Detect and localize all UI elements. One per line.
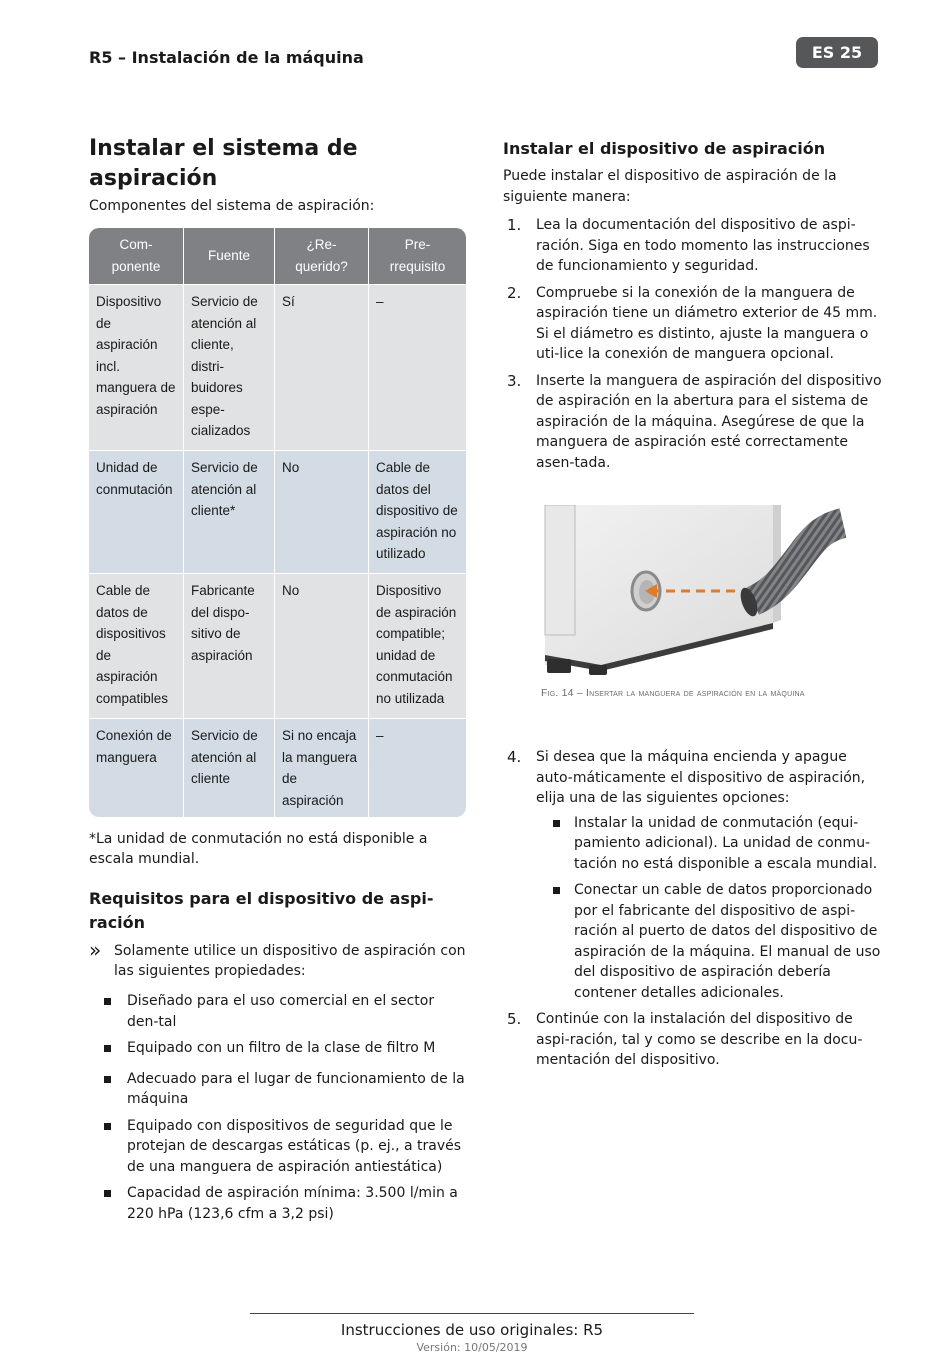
table-cell: No [275, 450, 369, 573]
list-item: Equipado con dispositivos de seguridad que le protejan de descargas estáticas (p. ej., a través de una manguera de aspiración antiestática) [89, 1116, 466, 1178]
table-cell: Dispositivo de aspiración incl. manguera de aspiración [89, 284, 184, 450]
table-cell: No [275, 573, 369, 718]
list-item: Diseñado para el uso comercial en el sector den-tal [89, 991, 466, 1032]
step-item: 4. Si desea que la máquina encienda y apague auto-máticamente el dispositivo de aspiración, elija una de las siguientes opciones: Instalar la unidad de conmutación (equi-pamiento adicional). La unidad de conmu-tación no está disponible a escala mundial. Conectar un cable de datos proporcionado por el fabricante del dispositivo de aspi-ración al puerto de datos del dispositivo de aspiración de la máquina. El manual de uso del dispositivo de aspiración debería contener detalles adicionales. [503, 747, 888, 1003]
table-row [89, 718, 466, 817]
column-header-prerequisite: Pre- rrequisito [369, 228, 466, 284]
square-bullet-icon [104, 1045, 111, 1052]
list-item: Conectar un cable de datos proporcionado por el fabricante del dispositivo de aspi-ración al puerto de datos del dispositivo de aspiración de la máquina. El manual de uso del dispositivo de aspiración debería contener detalles adicionales. [536, 880, 888, 1003]
list-item: Equipado con un filtro de la clase de filtro M [89, 1038, 466, 1059]
column-header-source: Fuente [184, 228, 275, 284]
table-cell: Cable de datos de dispositivos de aspiración compatibles [89, 573, 184, 718]
hose-insertion-illustration [541, 505, 846, 677]
column-header-component: Com- ponente [89, 228, 184, 284]
install-intro: Puede instalar el dispositivo de aspiración de la siguiente manera: [503, 168, 837, 205]
double-chevron-icon: » [89, 938, 102, 962]
square-bullet-icon [104, 1190, 111, 1197]
square-bullet-icon [553, 820, 560, 827]
right-column [503, 138, 888, 479]
footer-title: Instrucciones de uso originales: R5 [340, 1321, 604, 1339]
column-header-required: ¿Re- querido? [275, 228, 369, 284]
table-cell: Servicio de atención al cliente* [184, 450, 275, 573]
options-list [536, 813, 888, 1004]
install-steps-continued [503, 747, 888, 1071]
list-item: Capacidad de aspiración mínima: 3.500 l/min a 220 hPa (123,6 cfm a 3,2 psi) [89, 1183, 466, 1224]
table-cell: Servicio de atención al cliente, distri-buidores espe-cializados [184, 284, 275, 450]
table-cell: Cable de datos del dispositivo de aspiración no utilizado [369, 450, 466, 573]
figure-caption: Fig. 14 – Insertar la manguera de aspiración en la máquina [541, 687, 805, 699]
table-cell: Fabricante del dispo-sitivo de aspiración [184, 573, 275, 718]
table-cell: Sí [275, 284, 369, 450]
square-bullet-icon [104, 998, 111, 1005]
table-cell: Si no encaja la manguera de aspiración [275, 718, 369, 817]
components-table [89, 228, 466, 817]
step-item: 2. Compruebe si la conexión de la manguera de aspiración tiene un diámetro exterior de 45 mm. Si el diámetro es distinto, ajuste la manguera o uti-lice la conexión de manguera opcional. [507, 283, 878, 362]
section-title: Instalar el sistema de aspiración [89, 136, 358, 191]
footer-divider [250, 1313, 694, 1314]
table-header-row [89, 228, 466, 284]
header-title: R5 – Instalación de la máquina [89, 48, 364, 67]
table-cell: Conexión de manguera [89, 718, 184, 817]
step-item: 1. Lea la documentación del dispositivo de aspi-ración. Siga en todo momento las instrucciones de funcionamiento y seguridad. [507, 216, 870, 274]
step-item: 5. Continúe con la instalación del dispositivo de aspi-ración, tal y como se describe en la docu-mentación del dispositivo. [507, 1010, 863, 1068]
install-title: Instalar el dispositivo de aspiración [503, 139, 826, 158]
table-row [89, 284, 466, 450]
table-cell: – [369, 718, 466, 817]
footer-version: Versión: 10/05/2019 [416, 1341, 528, 1354]
list-item: Instalar la unidad de conmutación (equi-pamiento adicional). La unidad de conmu-tación no está disponible a escala mundial. [536, 813, 888, 875]
section-intro: Componentes del sistema de aspiración: [89, 198, 375, 214]
table-row [89, 573, 466, 718]
table-cell: Servicio de atención al cliente [184, 718, 275, 817]
table-footnote: *La unidad de conmutación no está disponible a escala mundial. [89, 831, 428, 867]
right-column-continued [503, 747, 888, 1077]
page-number-badge: ES 25 [796, 37, 878, 68]
square-bullet-icon [553, 887, 560, 894]
table-cell: Dispositivo de aspiración compatible; unidad de conmutación no utilizada [369, 573, 466, 718]
list-item: Adecuado para el lugar de funcionamiento de la máquina [89, 1069, 466, 1110]
left-column [89, 134, 466, 1230]
table-cell: – [369, 284, 466, 450]
install-steps [503, 215, 888, 473]
requirements-intro-text: Solamente utilice un dispositivo de aspiración con las siguientes propiedades: [114, 943, 466, 979]
table-cell: Unidad de conmutación [89, 450, 184, 573]
requirements-list [89, 991, 466, 1224]
square-bullet-icon [104, 1123, 111, 1130]
step-item: 3. Inserte la manguera de aspiración del dispositivo de aspiración en la abertura para el sistema de aspiración de la máquina. Asegúrese de que la manguera de aspiración esté correctamente asen-tada. [507, 371, 882, 471]
requirements-title: Requisitos para el dispositivo de aspi-ración [89, 889, 434, 932]
square-bullet-icon [104, 1076, 111, 1083]
table-row [89, 450, 466, 573]
requirements-intro [89, 938, 466, 981]
